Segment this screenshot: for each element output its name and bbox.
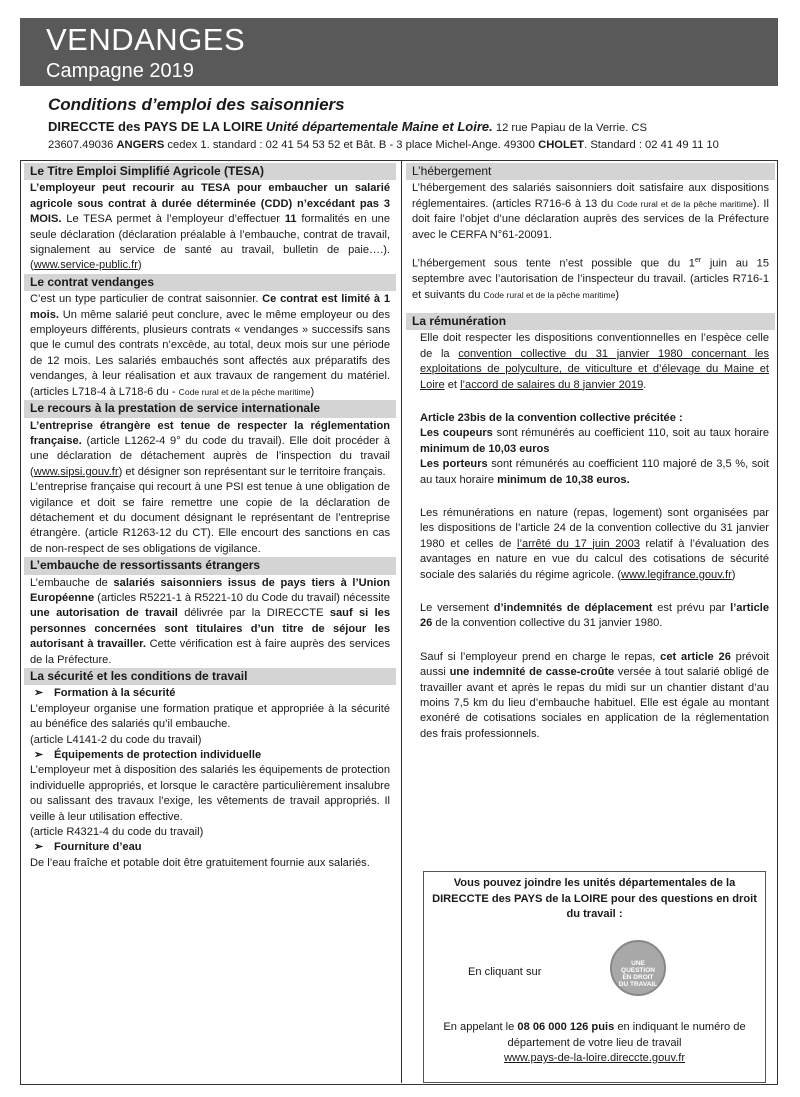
hebergement-text-2: L’hébergement sous tente n’est possible que du 1er juin au 15 septembre avec l’autorisation de l’inspecteur du travail. (articles R716-1 et suivants du Code rural et de la pêche maritime) (412, 257, 769, 301)
direccte-link[interactable]: www.pays-de-la-loire.direccte.gouv.fr (503, 1052, 686, 1064)
remuneration-text: Elle doit respecter les dispositions conventionnelles en l’espèce celle de la convention collective du 31 janvier 1980 concernant les exploitations de polyculture, de viticulture et d’élevage du Maine et Loire et l’accord de salaires du 8 janvier 2019. (420, 332, 769, 391)
subsection-formation: ➢ Formation à la sécurité (24, 686, 396, 701)
question-droit-travail-logo-icon[interactable] (610, 940, 666, 996)
arrow-bullet-icon: ➢ (34, 841, 44, 854)
phone-text: En appelant le 08 06 000 126 puis en indiquant le numéro de département de votre lieu de travail www.pays-de-la-loire.direccte.gouv.fr (443, 1021, 746, 1064)
section-heading-contrat: Le contrat vendanges (24, 274, 396, 291)
arrow-bullet-icon: ➢ (34, 687, 44, 700)
hebergement-text: L’hébergement des salariés saisonniers doit satisfaire aux dispositions réglementaires. (articles R716-6 à 13 du Code rural et de la pêche maritime). Il doit faire l’objet d’une déclaration auprès des services de la Préfecture avec le CERFA N°61-20091. (412, 182, 769, 241)
section-heading-tesa: Le Titre Emploi Simplifié Agricole (TESA) (24, 163, 396, 180)
sipsi-link[interactable]: www.sipsi.gouv.fr (33, 465, 119, 478)
org-address: 12 rue Papiau de la Verrie. CS (492, 122, 647, 134)
section-heading-etrangers: L’embauche de ressortissants étrangers (24, 557, 396, 574)
formation-text: L’employeur organise une formation pratique et appropriée à la sécurité au bénéfice des salariés qu’il embauche. (30, 702, 390, 731)
section-heading-prestation: Le recours à la prestation de service internationale (24, 400, 396, 417)
org-city: ANGERS (116, 139, 165, 151)
epi-text: L’employeur met à disposition des salariés les équipements de protection individuelle appropriés, et lorsque le caractère particulièrement insalubre ou salissant des travaux l’exige, les vêtements de travail appropriés. Il veille à leur utilisation effective. (30, 764, 390, 823)
tesa-text: L’employeur peut recourir au TESA pour embaucher un salarié agricole sous contrat à durée déterminée (CDD) n’excédant pas 3 MOIS. Le TESA permet à l’employeur d’effectuer 11 formalités en une seule déclaration (déclaration préalable à l’embauche, contrat de travail, signalement au service de santé au travail, bulletin de paie….). (www.service-public.fr) (30, 182, 390, 272)
contact-title: Vous pouvez joindre les unités départementales de la DIRECCTE des PAYS de la LOIRE pour des questions en droit du travail : (432, 877, 757, 920)
legifrance-link[interactable]: www.legifrance.gouv.fr (621, 568, 732, 581)
porteurs-text: Les porteurs sont rémunérés au coefficient 110 majoré de 3,5 %, soit au taux horaire minimum de 10,38 euros. (420, 458, 769, 486)
service-public-link[interactable]: www.service-public.fr (33, 259, 138, 272)
org-unit: Unité départementale Maine et Loire. (265, 119, 493, 134)
arrow-bullet-icon: ➢ (34, 749, 44, 762)
campaign-label: Campagne 2019 (46, 60, 194, 82)
contact-box (423, 871, 766, 1083)
section-heading-remuneration: La rémunération (406, 313, 775, 330)
column-divider (401, 161, 402, 1083)
casse-croute-text: Sauf si l’employeur prend en charge le repas, cet article 26 prévoit aussi une indemnité de casse-croûte versée à tout salarié obligé de travailler avant et après le repas du midi sur un chantier distant d’au moins 7,5 km du lieu d’embauche habituel. Elle est égale au montant exonéré de cotisations sociales en application de la réglementation des frais professionnels. (420, 650, 770, 740)
epi-ref: (article R4321-4 du code du travail) (30, 826, 204, 839)
click-label: En cliquant sur (468, 966, 542, 978)
eau-text: De l’eau fraîche et potable doit être gratuitement fournie aux salariés. (30, 856, 370, 869)
org-address: cedex 1. standard : 02 41 54 53 52 et Bât. B - 3 place Michel-Ange. 49300 (164, 139, 539, 151)
title-banner (20, 18, 778, 86)
prestation-text-2: L’entreprise française qui recourt à une PSI est tenue à une obligation de vigilance et doit se faire remettre une copie de la déclaration de détachement et du document désignant le représentant de l’entreprise étrangère. (article R1263-12 du CT). Elle encourt des sanctions en cas de non-respect de ses obligations de vigilance. (30, 481, 390, 555)
prestation-text: L’entreprise étrangère est tenue de respecter la réglementation française. (article L1262-4 9° du code du travail). Elle doit procéder à une déclaration de détachement auprès de l’inspection du travail (www.sipsi.gouv.fr) et désigner son représentant sur le territoire français. (30, 419, 390, 478)
section-heading-securite: La sécurité et les conditions de travail (24, 668, 396, 685)
deplacement-text: Le versement d’indemnités de déplacement est prévu par l’article 26 de la convention collective du 31 janvier 1980. (420, 602, 769, 630)
org-name: DIRECCTE des PAYS DE LA LOIRE (48, 119, 263, 134)
article-23bis-title: Article 23bis de la convention collective précitée : (420, 411, 683, 424)
subsection-eau: ➢ Fourniture d’eau (24, 840, 396, 855)
org-city: CHOLET (538, 139, 585, 151)
right-column (406, 163, 775, 742)
coupeurs-text: Les coupeurs sont rémunérés au coefficient 110, soit au taux horaire minimum de 10,03 euros (420, 427, 769, 455)
org-phone: . Standard : 02 41 49 11 10 (584, 139, 719, 151)
organization-info (48, 118, 788, 154)
etrangers-text: L’embauche de salariés saisonniers issus de pays tiers à l’Union Européenne (articles R5221-1 à R5221-10 du Code du travail) nécessite une autorisation de travail délivrée par la DIRECCTE sauf si les personnes concernées sont titulaires d’un titre de séjour les autorisant à travailler. Cette vérification est à faire auprès des services de la Préfecture. (30, 576, 390, 666)
page-subtitle: Conditions d’emploi des saisonniers (48, 95, 345, 114)
section-heading-hebergement: L’hébergement (406, 163, 775, 180)
page-title: VENDANGES (46, 22, 246, 57)
org-address: 23607.49036 (48, 139, 117, 151)
subsection-epi: ➢ Équipements de protection individuelle (24, 748, 396, 763)
formation-ref: (article L4141-2 du code du travail) (30, 733, 202, 746)
logo-text: UNE QUESTION EN DROIT DU TRAVAIL (618, 960, 658, 988)
contrat-text: C’est un type particulier de contrat saisonnier. Ce contrat est limité à 1 mois. Un même salarié peut conclure, avec le même employeur ou des employeurs différents, plusieurs contrats « vendanges » successifs sans que le cumul des contrats n’excède, au total, deux mois sur une période de 12 mois. Les salariés embauchés sont affectés aux préparatifs des vendanges, à leur réalisation et aux travaux de rangement du matériel. (articles L718-4 à L718-6 du - Code rural et de la pêche maritime) (30, 293, 390, 398)
nature-text: Les rémunérations en nature (repas, logement) sont organisées par les dispositions de l’article 24 de la convention collective du 31 janvier 1980 et celles de l’arrêté du 17 juin 2003 relatif à l’évaluation des avantages en nature en vue du calcul des cotisations de sécurité sociale des salariés du régime agricole. (www.legifrance.gouv.fr) (420, 507, 769, 581)
left-column (24, 163, 396, 871)
